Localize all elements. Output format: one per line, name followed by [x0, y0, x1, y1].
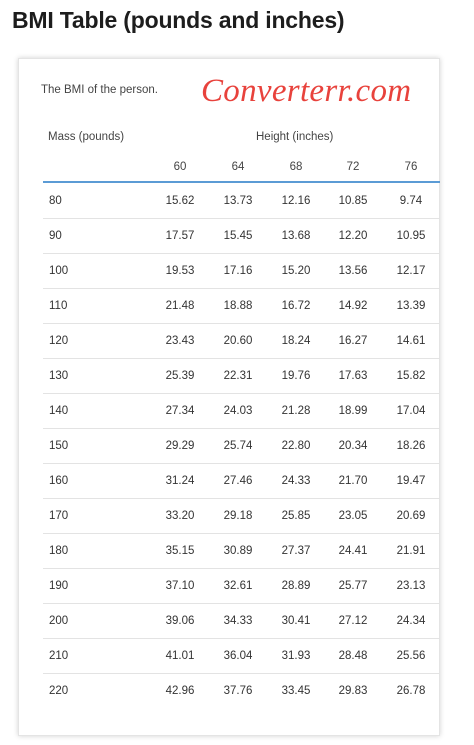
- watermark-logo: Converterr.com: [201, 73, 412, 109]
- mass-cell: 150: [49, 440, 69, 452]
- bmi-value-cell: 22.31: [223, 370, 253, 382]
- table-row: [43, 639, 440, 674]
- mass-cell: 210: [49, 650, 69, 662]
- table-row: [43, 184, 440, 219]
- bmi-value-cell: 15.82: [396, 370, 426, 382]
- table-row: [43, 359, 440, 394]
- mass-cell: 190: [49, 580, 69, 592]
- bmi-value-cell: 27.34: [165, 405, 195, 417]
- mass-cell: 80: [49, 195, 62, 207]
- bmi-value-cell: 14.92: [338, 300, 368, 312]
- bmi-value-cell: 9.74: [399, 195, 423, 207]
- bmi-value-cell: 29.29: [165, 440, 195, 452]
- bmi-value-cell: 21.91: [396, 545, 426, 557]
- bmi-value-cell: 22.80: [281, 440, 311, 452]
- mass-cell: 100: [49, 265, 69, 277]
- bmi-value-cell: 42.96: [165, 685, 195, 697]
- bmi-value-cell: 18.88: [223, 300, 253, 312]
- header-divider: [43, 181, 440, 183]
- bmi-value-cell: 16.72: [281, 300, 311, 312]
- bmi-value-cell: 28.89: [281, 580, 311, 592]
- height-header-60: 60: [173, 161, 187, 173]
- bmi-value-cell: 25.39: [165, 370, 195, 382]
- bmi-value-cell: 32.61: [223, 580, 253, 592]
- bmi-value-cell: 33.20: [165, 510, 195, 522]
- bmi-value-cell: 13.39: [396, 300, 426, 312]
- bmi-value-cell: 30.89: [223, 545, 253, 557]
- mass-cell: 200: [49, 615, 69, 627]
- height-header-72: 72: [346, 161, 360, 173]
- table-row: [43, 429, 440, 464]
- bmi-value-cell: 31.24: [165, 475, 195, 487]
- height-group-header: Height (inches): [256, 131, 334, 143]
- bmi-value-cell: 36.04: [223, 650, 253, 662]
- bmi-value-cell: 24.03: [223, 405, 253, 417]
- table-caption: The BMI of the person.: [41, 84, 158, 96]
- table-row: [43, 604, 440, 639]
- bmi-value-cell: 21.28: [281, 405, 311, 417]
- mass-cell: 130: [49, 370, 69, 382]
- bmi-value-cell: 37.76: [223, 685, 253, 697]
- table-row: [43, 219, 440, 254]
- bmi-value-cell: 33.45: [281, 685, 311, 697]
- table-row: [43, 569, 440, 604]
- bmi-value-cell: 12.20: [338, 230, 368, 242]
- bmi-value-cell: 15.20: [281, 265, 311, 277]
- mass-cell: 180: [49, 545, 69, 557]
- bmi-value-cell: 17.63: [338, 370, 368, 382]
- bmi-value-cell: 21.70: [338, 475, 368, 487]
- table-row: [43, 464, 440, 499]
- bmi-value-cell: 26.78: [396, 685, 426, 697]
- mass-cell: 160: [49, 475, 69, 487]
- bmi-value-cell: 13.73: [223, 195, 253, 207]
- table-row: [43, 289, 440, 324]
- bmi-value-cell: 24.33: [281, 475, 311, 487]
- table-row: [43, 254, 440, 289]
- table-body: [43, 184, 440, 708]
- bmi-value-cell: 25.74: [223, 440, 253, 452]
- bmi-value-cell: 28.48: [338, 650, 368, 662]
- bmi-value-cell: 17.57: [165, 230, 195, 242]
- bmi-value-cell: 24.41: [338, 545, 368, 557]
- bmi-value-cell: 13.68: [281, 230, 311, 242]
- bmi-value-cell: 27.46: [223, 475, 253, 487]
- mass-cell: 110: [49, 300, 68, 312]
- bmi-value-cell: 25.56: [396, 650, 426, 662]
- bmi-value-cell: 19.53: [165, 265, 195, 277]
- bmi-value-cell: 31.93: [281, 650, 311, 662]
- bmi-value-cell: 17.04: [396, 405, 426, 417]
- bmi-value-cell: 24.34: [396, 615, 426, 627]
- height-header-76: 76: [404, 161, 418, 173]
- bmi-value-cell: 15.45: [223, 230, 253, 242]
- bmi-value-cell: 25.77: [338, 580, 368, 592]
- table-row: [43, 534, 440, 569]
- bmi-value-cell: 19.47: [396, 475, 426, 487]
- bmi-value-cell: 29.83: [338, 685, 368, 697]
- bmi-value-cell: 17.16: [223, 265, 253, 277]
- mass-cell: 120: [49, 335, 69, 347]
- mass-cell: 220: [49, 685, 69, 697]
- bmi-value-cell: 35.15: [165, 545, 195, 557]
- height-header-64: 64: [231, 161, 245, 173]
- bmi-value-cell: 23.43: [165, 335, 195, 347]
- bmi-value-cell: 15.62: [165, 195, 195, 207]
- mass-cell: 140: [49, 405, 69, 417]
- bmi-value-cell: 23.05: [338, 510, 368, 522]
- bmi-value-cell: 20.34: [338, 440, 368, 452]
- bmi-value-cell: 10.85: [338, 195, 368, 207]
- bmi-value-cell: 21.48: [165, 300, 195, 312]
- bmi-value-cell: 39.06: [165, 615, 195, 627]
- table-row: [43, 674, 440, 708]
- bmi-value-cell: 20.69: [396, 510, 426, 522]
- mass-column-header: Mass (pounds): [48, 131, 125, 143]
- bmi-value-cell: 30.41: [281, 615, 311, 627]
- bmi-value-cell: 18.26: [396, 440, 426, 452]
- mass-cell: 90: [49, 230, 62, 242]
- bmi-value-cell: 14.61: [396, 335, 426, 347]
- bmi-value-cell: 19.76: [281, 370, 311, 382]
- table-row: [43, 499, 440, 534]
- page-title: BMI Table (pounds and inches): [12, 7, 345, 33]
- bmi-value-cell: 41.01: [165, 650, 195, 662]
- mass-cell: 170: [49, 510, 69, 522]
- bmi-value-cell: 23.13: [396, 580, 426, 592]
- bmi-table-card: [18, 58, 440, 736]
- bmi-value-cell: 25.85: [281, 510, 311, 522]
- bmi-value-cell: 27.37: [281, 545, 311, 557]
- height-header-68: 68: [289, 161, 303, 173]
- bmi-value-cell: 16.27: [338, 335, 368, 347]
- bmi-value-cell: 18.99: [338, 405, 368, 417]
- table-row: [43, 394, 440, 429]
- bmi-value-cell: 29.18: [223, 510, 253, 522]
- bmi-value-cell: 34.33: [223, 615, 253, 627]
- bmi-value-cell: 12.17: [396, 265, 426, 277]
- bmi-value-cell: 18.24: [281, 335, 311, 347]
- bmi-value-cell: 20.60: [223, 335, 253, 347]
- bmi-value-cell: 10.95: [396, 230, 426, 242]
- bmi-value-cell: 12.16: [281, 195, 311, 207]
- bmi-value-cell: 37.10: [165, 580, 195, 592]
- bmi-value-cell: 13.56: [338, 265, 368, 277]
- table-row: [43, 324, 440, 359]
- bmi-value-cell: 27.12: [338, 615, 368, 627]
